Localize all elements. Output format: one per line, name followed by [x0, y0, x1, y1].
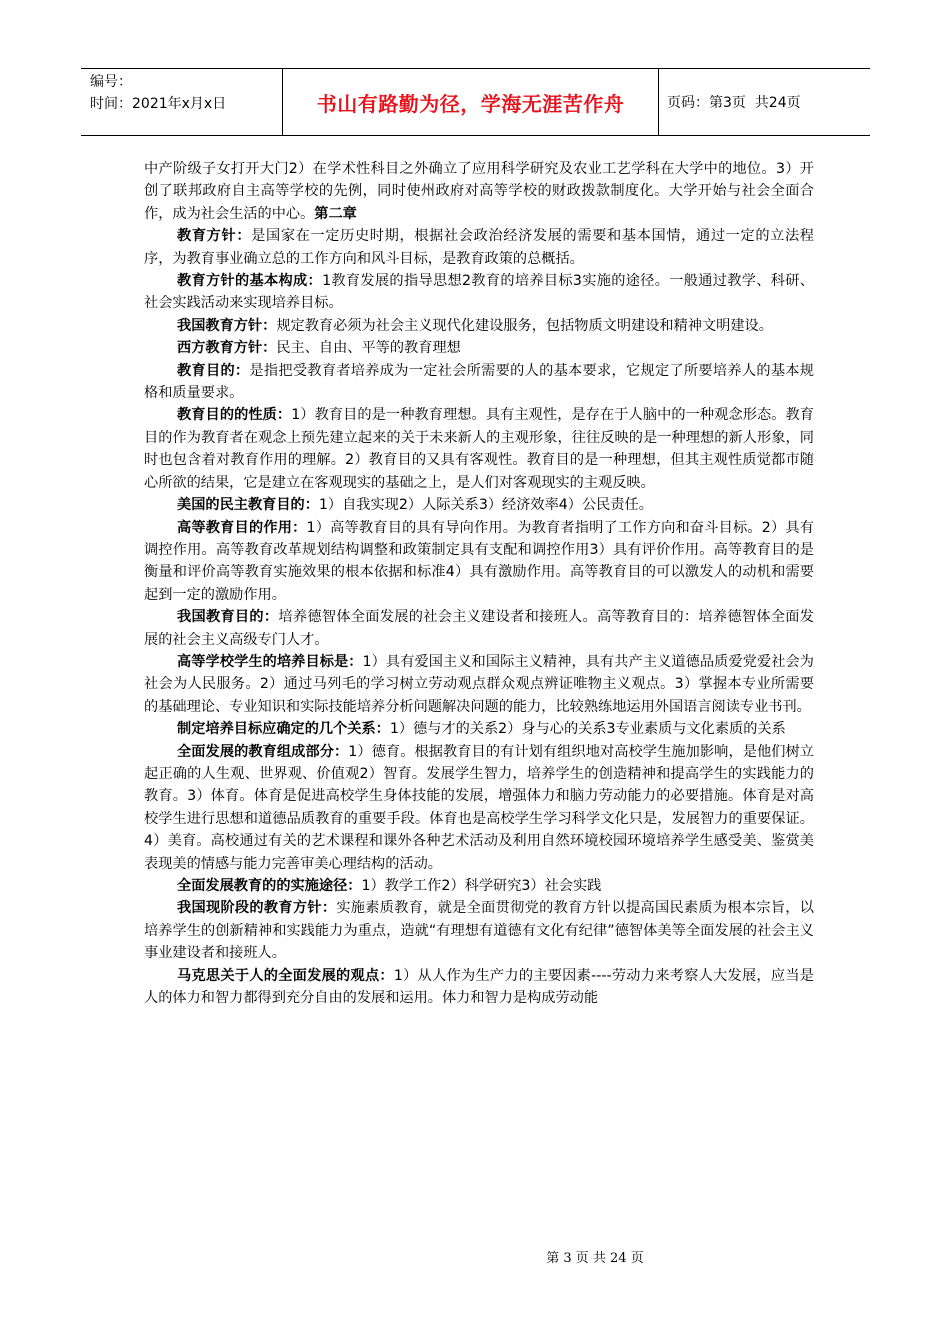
paragraph-text: 1）从人作为生产力的主要因素----劳动力来考察人大发展，应当是人的体力和智力都得到充分自由的发展和运用。体力和智力是构成劳动能 — [144, 967, 814, 1007]
chapter-heading: 第二章 — [314, 205, 357, 222]
paragraph-term: 教育方针： — [177, 228, 252, 245]
paragraph-text: 民主、自由、平等的教育理想 — [276, 340, 461, 357]
paragraph-7 — [144, 494, 814, 516]
header-motto: 书山有路勤为径，学海无涯苦作舟 — [283, 69, 659, 135]
paragraph-term: 高等学校学生的培养目标是： — [177, 653, 363, 670]
paragraph-text: 1教育发展的指导思想2教育的培养目标3实施的途径。一般通过教学、科研、社会实践活动来实现培养目标。 — [144, 273, 814, 312]
paragraph-term: 全面发展的教育组成部分： — [177, 743, 349, 760]
document-date-label: 时间：2021年x月x日 — [90, 96, 227, 112]
paragraph-text: 1）具有爱国主义和国际主义精神，具有共产主义道德品质爱党爱社会为社会为人民服务。2）通过马列毛的学习树立劳动观点群众观点辨证唯物主义观点。3）掌握本专业所需要的基础理论、专业知识和实际技能培养分析问题解决问题的能力，比较熟练地运用外国语言阅读专业书刊。 — [144, 653, 814, 715]
paragraph-11 — [144, 718, 814, 740]
paragraph-10 — [144, 651, 814, 718]
paragraph-term: 我国教育方针： — [177, 317, 277, 334]
paragraph-term: 美国的民主教育目的： — [177, 497, 319, 514]
paragraph-term: 马克思关于人的全面发展的观点： — [177, 967, 394, 984]
paragraph-9 — [144, 606, 814, 651]
paragraph-text: 1）自我实现2）人际关系3）经济效率4）公民责任。 — [318, 497, 653, 514]
paragraph-term: 教育方针的基本构成： — [177, 273, 323, 290]
paragraph-text: 1）高等教育目的具有导向作用。为教育者指明了工作方向和奋斗目标。2）具有调控作用。高等教育改革规划结构调整和政策制定具有支配和调控作用3）具有评价作用。高等教育目的是衡量和评价高等教育实施效果的根本依据和标准4）具有激励作用。高等教育目的可以激发人的动机和需要起到一定的激励作用。 — [144, 519, 814, 603]
paragraph-text: 实施素质教育，就是全面贯彻党的教育方针以提高国民素质为根本宗旨，以培养学生的创新精神和实践能力为重点，造就“有理想有道德有文化有纪律”德智体美等全面发展的社会主义事业建设者和接班人。 — [144, 900, 814, 962]
paragraph-text: 1）教学工作2）科学研究3）社会实践 — [361, 878, 602, 894]
paragraph-14 — [144, 897, 814, 964]
paragraph-5 — [144, 360, 814, 405]
paragraph-1 — [144, 225, 814, 270]
paragraph-13 — [144, 875, 814, 897]
document-header — [81, 68, 870, 136]
paragraph-term: 高等教育目的作用： — [177, 519, 307, 536]
paragraph-text: 培养德智体全面发展的社会主义建设者和接班人。高等教育目的：培养德智体全面发展的社会主义高级专门人才。 — [144, 609, 814, 648]
paragraph-term: 教育目的的性质： — [177, 407, 292, 424]
header-page-cell — [659, 69, 870, 135]
document-body — [144, 158, 814, 1009]
paragraph-term: 教育目的： — [177, 362, 250, 379]
paragraph-text: 1）德与才的关系2）身与心的关系3专业素质与文化素质的关系 — [389, 721, 786, 738]
paragraph-8 — [144, 517, 814, 607]
paragraph-0 — [144, 158, 814, 225]
page-footer: 第 3 页 共 24 页 — [546, 1251, 644, 1266]
paragraph-6 — [144, 404, 814, 494]
paragraph-term: 西方教育方针： — [177, 340, 277, 357]
paragraph-text: 是指把受教育者培养成为一定社会所需要的人的基本要求，它规定了所要培养人的基本规格和质量要求。 — [144, 362, 814, 402]
paragraph-4 — [144, 337, 814, 359]
paragraph-12 — [144, 741, 814, 875]
document-number-label: 编号： — [90, 74, 132, 90]
paragraph-term: 我国现阶段的教育方针： — [177, 900, 337, 917]
paragraph-text: 是国家在一定历史时期，根据社会政治经济发展的需要和基本国情，通过一定的立法程序，为教育事业确立总的工作方向和风斗目标，是教育政策的总概括。 — [144, 228, 814, 267]
header-page-label: 页码：第3页 共24页 — [667, 95, 801, 111]
paragraph-text: 1）教育目的是一种教育理想。具有主观性，是存在于人脑中的一种观念形态。教育目的作为教育者在观念上预先建立起来的关于未来新人的主观形象，往往反映的是一种理想的新人形象，同时也包含着对教育作用的理解。2）教育目的又具有客观性。教育目的是一种理想，但其主观性质觉都市随心所欲的结果，它是建立在客观现实的基础之上，是人们对客观现实的主观反映。 — [144, 407, 814, 491]
paragraph-2 — [144, 270, 814, 315]
paragraph-text: 规定教育必须为社会主义现代化建设服务，包括物质文明建设和精神文明建设。 — [276, 317, 773, 334]
paragraph-text: 1）德育。根据教育目的有计划有组织地对高校学生施加影响，是他们树立起正确的人生观、世界观、价值观2）智育。发展学生智力，培养学生的创造精神和提高学生的实践能力的教育。3）体育。体育是促进高校学生身体技能的发展，增强体力和脑力劳动能力的必要措施。体育是对高校学生进行思想和道德品质教育的重要手段。体育也是高校学生学习科学文化只是，发展智力的重要保证。4）美育。高校通过有关的艺术课程和课外各种艺术活动及利用自然环境校园环境培养学生感受美、鉴赏美表现美的情感与能力完善审美心理结构的活动。 — [144, 743, 814, 872]
paragraph-15 — [144, 965, 814, 1010]
header-meta-cell — [81, 69, 283, 135]
paragraph-term: 我国教育目的： — [177, 609, 279, 626]
paragraph-3 — [144, 315, 814, 337]
paragraph-text: 中产阶级子女打开大门2）在学术性科目之外确立了应用科学研究及农业工艺学科在大学中的地位。3）开创了联邦政府自主高等学校的先例，同时使州政府对高等学校的财政拨款制度化。大学开始与社会全面合作，成为社会生活的中心。 — [144, 161, 814, 222]
paragraph-term: 制定培养目标应确定的几个关系： — [177, 721, 390, 738]
paragraph-term: 全面发展教育的的实施途径： — [177, 878, 362, 894]
